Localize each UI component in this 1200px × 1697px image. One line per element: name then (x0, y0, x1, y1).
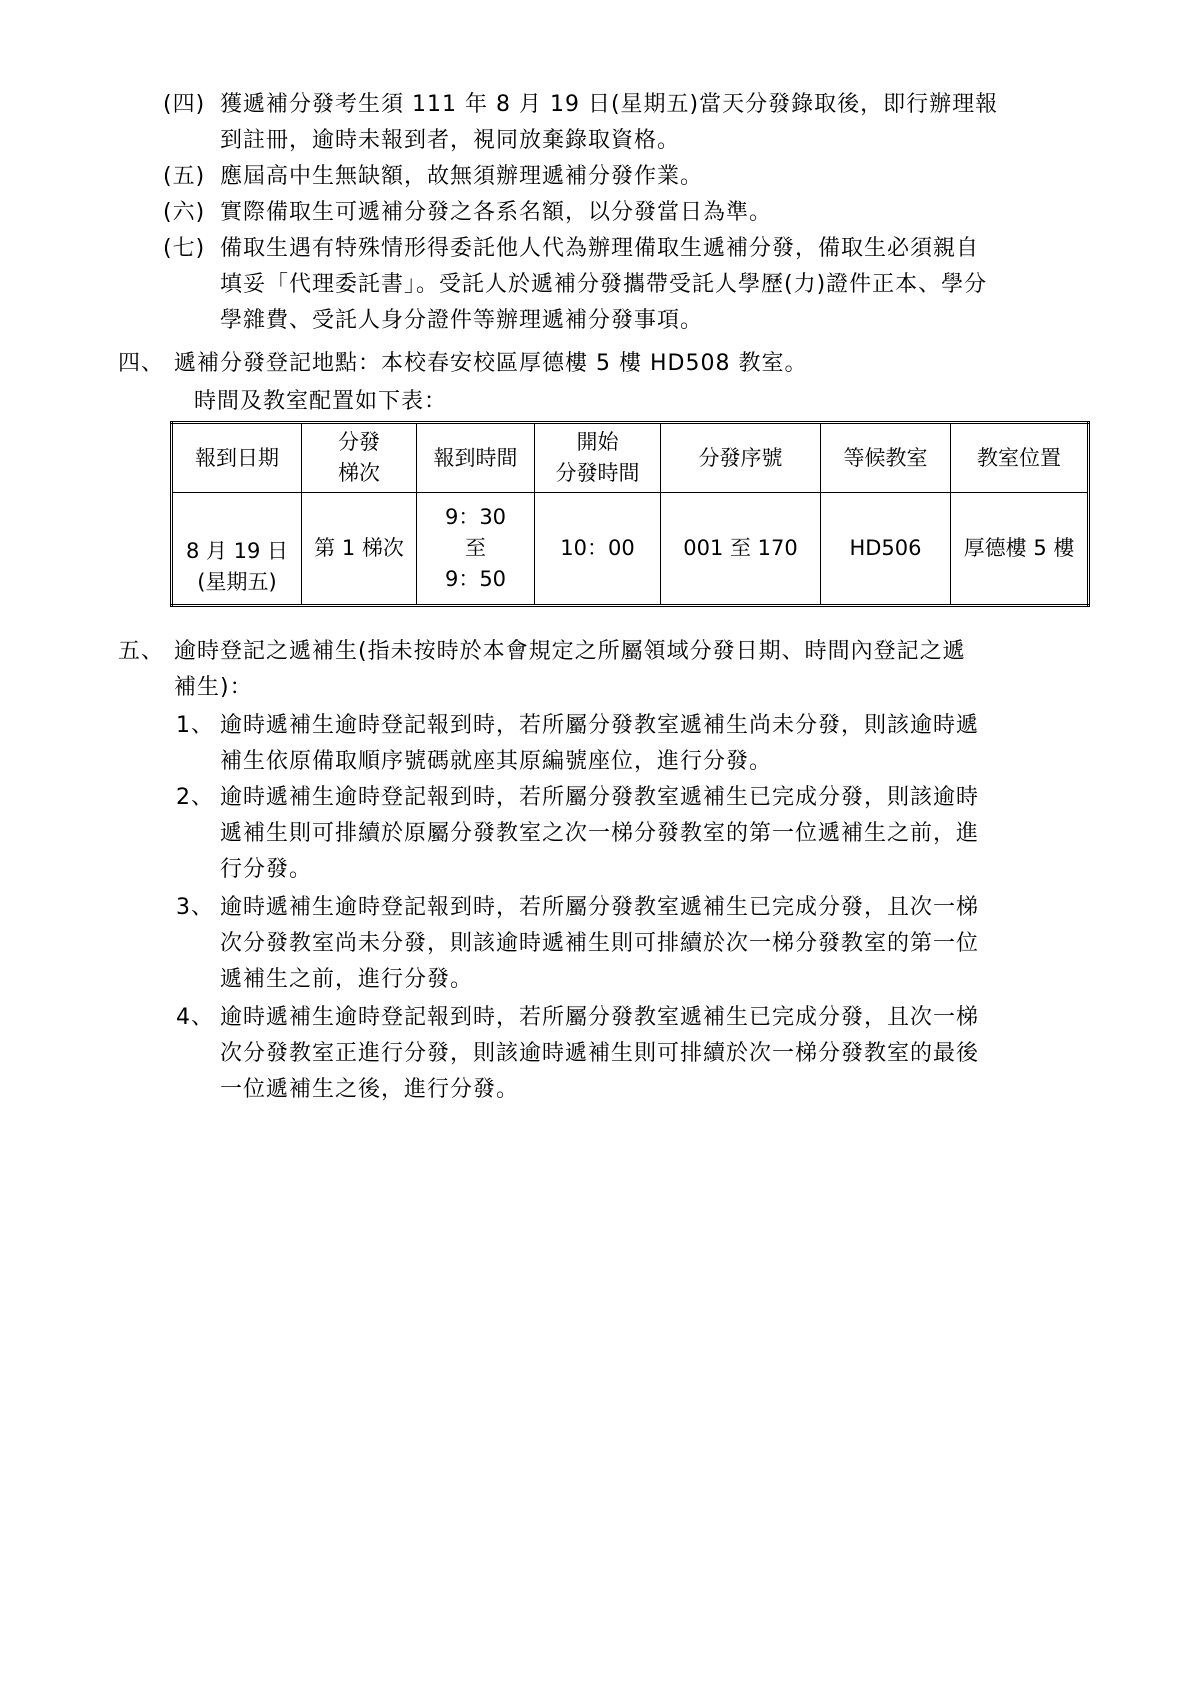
item-7-line-3: 學雜費、受託人身分證件等辦理遞補分發事項。 (220, 308, 704, 333)
header-cell: 教室位置 (951, 423, 1089, 493)
sub-item-2-line-1: 逾時遞補生逾時登記報到時，若所屬分發教室遞補生已完成分發，則該逾時 (220, 785, 980, 810)
header-cell: 報到時間 (417, 423, 535, 493)
item-4-line-2: 到註冊，逾時未報到者，視同放棄錄取資格。 (220, 128, 681, 153)
item-7-line-2: 填妥「代理委託書」。受託人於遞補分發攜帶受託人學歷(力)證件正本、學分 (220, 272, 988, 297)
cell-round: 第 1 梯次 (302, 493, 417, 606)
sub-item-4-line-3: 一位遞補生之後，進行分發。 (220, 1077, 520, 1102)
sub-item-4-line-2: 次分發教室正進行分發，則該逾時遞補生則可排續於次一梯分發教室的最後 (220, 1041, 980, 1066)
section-5-line-2: 補生)： (174, 675, 253, 700)
cell-date: 8 月 19 日 (星期五) (172, 493, 302, 606)
item-6-line-1: 實際備取生可遞補分發之各系名額，以分發當日為準。 (220, 200, 773, 225)
section-5-marker: 五、 (118, 639, 165, 664)
sub-item-2-line-2: 遞補生則可排續於原屬分發教室之次一梯分發教室的第一位遞補生之前，進 (220, 821, 980, 846)
sub-item-4-marker: 4、 (176, 1005, 214, 1030)
item-7-marker: (七) (163, 236, 206, 261)
cell-checkin-time: 9：30 至 9：50 (417, 493, 535, 606)
item-4-marker: (四) (163, 92, 206, 117)
section-4-marker: 四、 (118, 351, 165, 376)
sub-item-1-marker: 1、 (176, 713, 214, 738)
sub-item-3-marker: 3、 (176, 895, 214, 920)
table-header-row (172, 423, 1089, 493)
header-cell: 分發序號 (661, 423, 821, 493)
item-5-marker: (五) (163, 164, 206, 189)
item-5-line-1: 應屆高中生無缺額，故無須辦理遞補分發作業。 (220, 164, 704, 189)
header-cell: 等候教室 (821, 423, 951, 493)
header-cell: 報到日期 (172, 423, 302, 493)
item-7-line-1: 備取生遇有特殊情形得委託他人代為辦理備取生遞補分發，備取生必須親自 (220, 236, 980, 261)
item-6-marker: (六) (163, 200, 206, 225)
schedule-table (170, 421, 1090, 607)
section-4-text: 遞補分發登記地點：本校春安校區厚德樓 5 樓 HD508 教室。 (174, 351, 808, 376)
sub-item-3-line-2: 次分發教室尚未分發，則該逾時遞補生則可排續於次一梯分發教室的第一位 (220, 931, 980, 956)
table-row (172, 493, 1089, 606)
header-cell: 分發 梯次 (302, 423, 417, 493)
table-caption: 時間及教室配置如下表： (194, 389, 448, 414)
sub-item-2-line-3: 行分發。 (220, 857, 313, 882)
sub-item-4-line-1: 逾時遞補生逾時登記報到時，若所屬分發教室遞補生已完成分發，且次一梯 (220, 1005, 980, 1030)
item-4-line-1: 獲遞補分發考生須 111 年 8 月 19 日(星期五)當天分發錄取後，即行辦理報 (220, 92, 999, 117)
sub-item-1-line-1: 逾時遞補生逾時登記報到時，若所屬分發教室遞補生尚未分發，則該逾時遞 (220, 713, 980, 738)
cell-start-time: 10：00 (535, 493, 661, 606)
section-5-line-1: 逾時登記之遞補生(指未按時於本會規定之所屬領域分發日期、時間內登記之遞 (174, 639, 966, 664)
sub-item-3-line-3: 遞補生之前，進行分發。 (220, 967, 474, 992)
cell-room-location: 厚德樓 5 樓 (951, 493, 1089, 606)
cell-waiting-room: HD506 (821, 493, 951, 606)
sub-item-2-marker: 2、 (176, 785, 214, 810)
sub-item-1-line-2: 補生依原備取順序號碼就座其原編號座位，進行分發。 (220, 749, 773, 774)
sub-item-3-line-1: 逾時遞補生逾時登記報到時，若所屬分發教室遞補生已完成分發，且次一梯 (220, 895, 980, 920)
cell-serial: 001 至 170 (661, 493, 821, 606)
header-cell: 開始 分發時間 (535, 423, 661, 493)
